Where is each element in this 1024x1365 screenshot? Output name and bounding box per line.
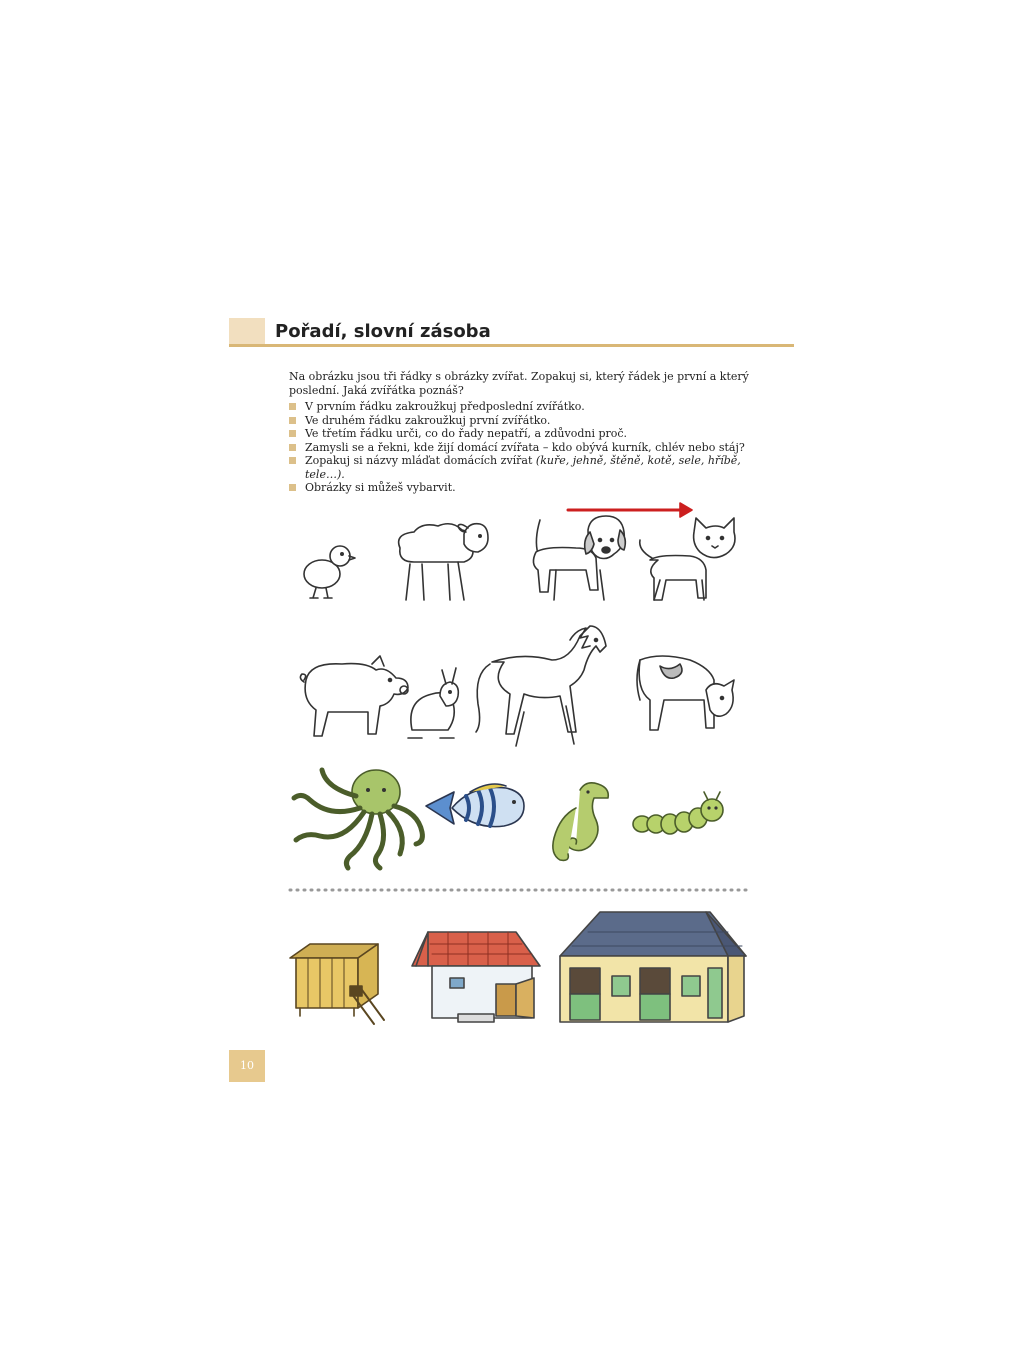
task-examples: (kuře, jehně, štěně, kotě, sele, hříbě, tele…). (305, 454, 741, 481)
fish-icon (426, 784, 524, 827)
chick-icon (304, 546, 355, 598)
seahorse-icon (553, 783, 608, 861)
page-title: Pořadí, slovní zásoba (275, 321, 491, 342)
page-number: 10 (240, 1059, 254, 1072)
task-text: Ve druhém řádku zakroužkuj první zvířátko. (305, 413, 551, 427)
task-text: Obrázky si můžeš vybarvit. (305, 481, 456, 494)
hare-icon (408, 668, 458, 738)
kitten-icon (640, 518, 735, 600)
horse-icon (476, 626, 606, 746)
intro-text: Na obrázku jsou tři řádky s obrázky zvířat. Zopakuj si, který řádek je první a který poslední. Jaká zvířátka poznáš? (289, 370, 749, 397)
task-text: Zamysli se a řekni, kde žijí domácí zvířata – kdo obývá kurník, chlév nebo stáj? (305, 440, 745, 454)
stable-icon (560, 912, 746, 1022)
piglet-icon (300, 656, 408, 736)
octopus-icon (294, 770, 422, 868)
puppy-icon (533, 516, 625, 600)
task-text: Ve třetím řádku urči, co do řady nepatří, a zdůvodni proč. (305, 427, 628, 440)
calf-icon (637, 656, 734, 730)
caterpillar-icon (633, 792, 723, 834)
task-text: V prvním řádku zakroužkuj předposlední zvířátko. (305, 400, 585, 413)
barn-icon (412, 932, 540, 1022)
chicken-coop-icon (290, 944, 384, 1024)
direction-arrow-icon (568, 503, 692, 517)
task-text: Zopakuj si názvy mláďat domácích zvířat (305, 454, 536, 467)
lamb-icon (399, 524, 488, 600)
